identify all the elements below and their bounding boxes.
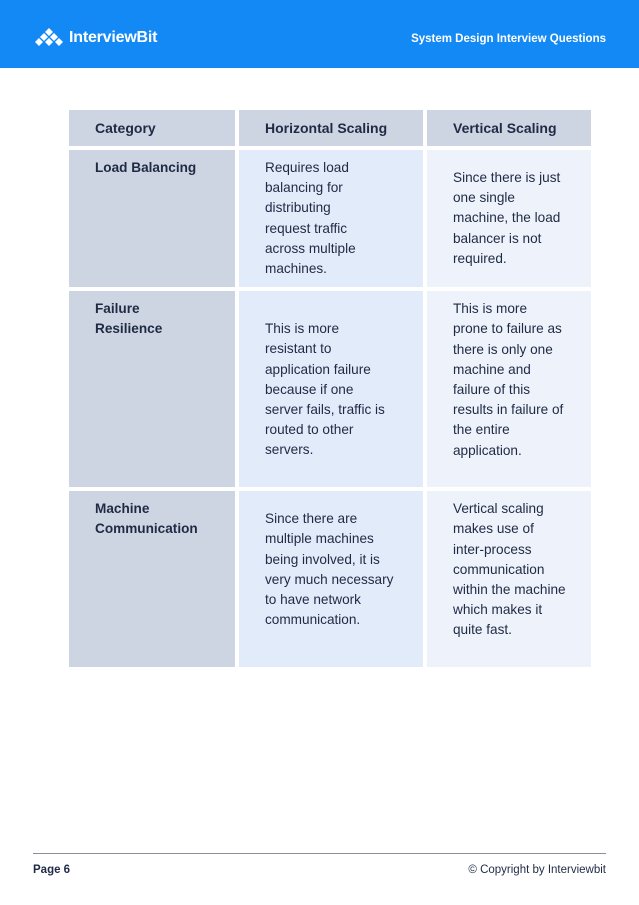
category-machine-communication: Machine Communication — [95, 501, 198, 537]
vertical-load-balancing: Since there is just one single machine, the load balancer is not required. — [453, 170, 561, 266]
document-title: System Design Interview Questions — [411, 33, 606, 45]
page-number: Page 6 — [33, 864, 71, 876]
cell-category — [69, 491, 235, 667]
cell-vertical — [427, 491, 591, 667]
copyright-notice: © Copyright by Interviewbit — [468, 864, 606, 876]
cell-horizontal — [239, 291, 423, 487]
footer-divider — [33, 853, 606, 854]
vertical-machine-communication: Vertical scaling makes use of inter-process communication within the machine which makes it quite fast. — [453, 501, 566, 638]
header-category: Category — [69, 110, 235, 146]
horizontal-failure-resilience: This is more resistant to application failure because if one server fails, traffic is routed to other servers. — [265, 321, 385, 458]
horizontal-load-balancing: Requires load balancing for distributing request traffic across multiple machines. — [265, 160, 356, 277]
category-load-balancing: Load Balancing — [95, 160, 197, 175]
interviewbit-logo[interactable] — [34, 26, 157, 50]
table-row — [69, 150, 591, 287]
cell-horizontal — [239, 491, 423, 667]
cell-category — [69, 291, 235, 487]
vertical-failure-resilience: This is more prone to failure as there is only one machine and failure of this results in failure of the entire application. — [453, 301, 564, 458]
cell-category — [69, 150, 235, 287]
header-horizontal-scaling: Horizontal Scaling — [239, 110, 423, 146]
cell-horizontal — [239, 150, 423, 287]
page-header — [0, 0, 639, 68]
cell-vertical — [427, 291, 591, 487]
logo-text: InterviewBit — [69, 29, 158, 46]
scaling-comparison-table — [65, 106, 595, 671]
table-row — [69, 291, 591, 487]
header-vertical-scaling: Vertical Scaling — [427, 110, 591, 146]
table-row — [69, 491, 591, 667]
interviewbit-logo-icon — [34, 28, 64, 48]
table-header-row — [69, 110, 591, 146]
cell-vertical — [427, 150, 591, 287]
horizontal-machine-communication: Since there are multiple machines being involved, it is very much necessary to have network communication. — [265, 511, 394, 628]
category-failure-resilience: Failure Resilience — [95, 301, 163, 337]
